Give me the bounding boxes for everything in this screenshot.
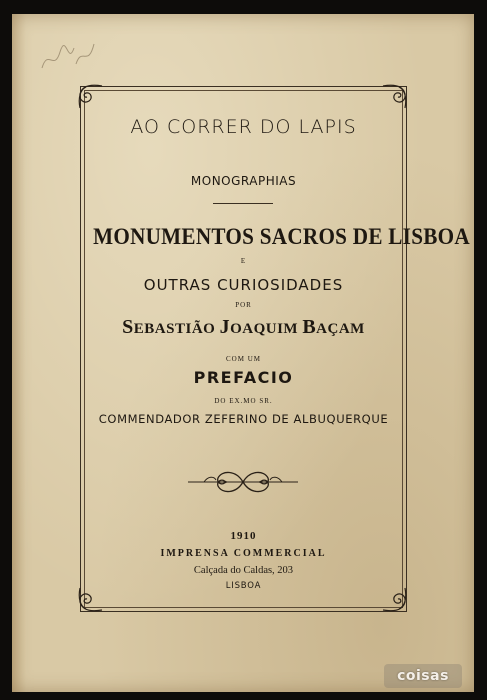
book-subtitle: OUTRAS CURIOSIDADES (143, 276, 344, 294)
divider-rule (213, 203, 273, 204)
corner-ornament-top-left (76, 82, 104, 110)
author-name: SEBASTIÃO JOAQUIM BAÇAM (122, 316, 365, 338)
with-label: COM UM (226, 355, 261, 363)
preface-by-label: DO EX.MO SR. (214, 397, 273, 405)
conjunction: E (240, 257, 247, 265)
corner-ornament-top-right (381, 82, 409, 110)
by-label: POR (235, 301, 252, 309)
printer-name: IMPRENSA COMMERCIAL (160, 548, 327, 559)
preface-author: COMMENDADOR ZEFERINO DE ALBUQUERQUE (98, 412, 389, 426)
series-title: AO CORRER DO LAPIS (130, 116, 357, 138)
preface-label: PREFACIO (193, 368, 294, 387)
watermark-logo: coisas (384, 664, 462, 688)
publication-city: LISBOA (225, 581, 262, 591)
book-title: MONUMENTOS SACROS DE LISBOA (93, 224, 470, 249)
pencil-annotation (38, 38, 98, 78)
publication-year: 1910 (230, 530, 257, 542)
printer-address: Calçada do Caldas, 203 (193, 565, 294, 576)
collection-label: MONOGRAPHIAS (190, 174, 297, 188)
flourish-ornament (186, 466, 300, 498)
